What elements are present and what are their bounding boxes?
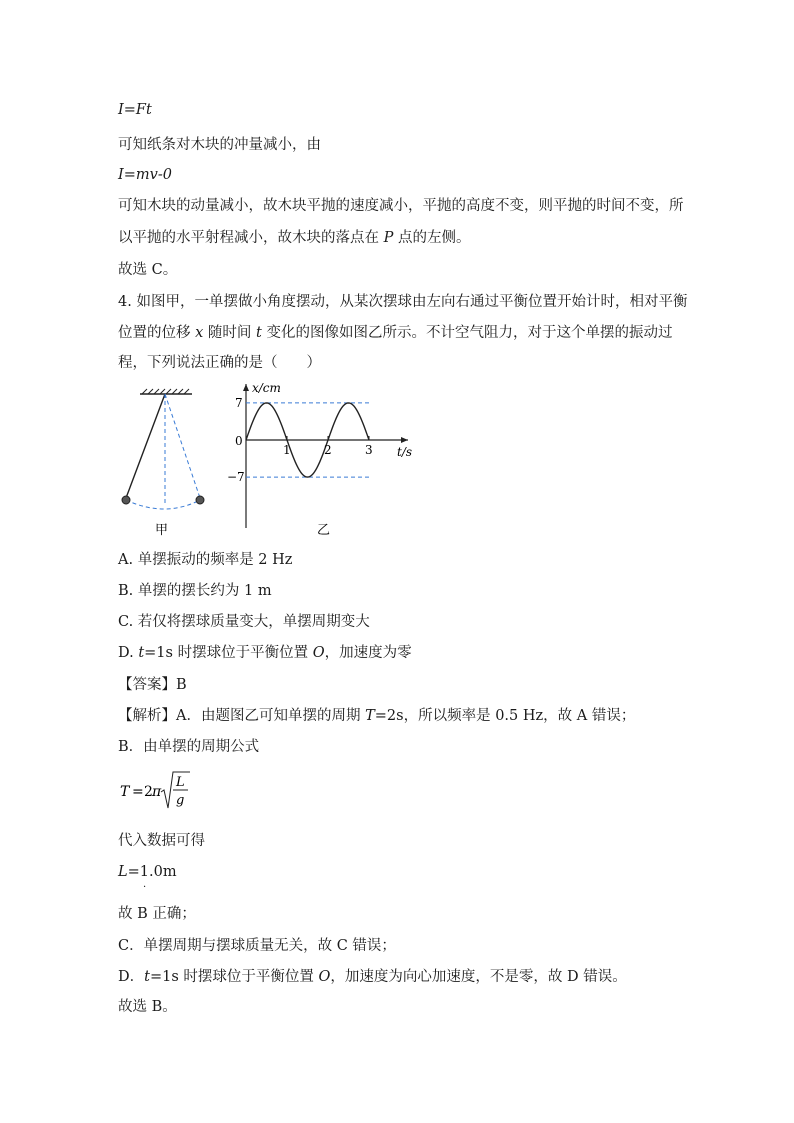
pendulum-bob-left: [122, 496, 130, 504]
var-l: L: [118, 864, 128, 880]
text-span: =1.0m: [127, 864, 177, 880]
analysis-line-8: 故选 B。: [118, 999, 177, 1015]
analysis-line-4: [118, 863, 177, 881]
x-tick-label-1: 1: [283, 443, 291, 457]
option-c: C. 若仅将摆球质量变大，单摆周期变大: [118, 614, 370, 630]
swing-arc: [126, 500, 200, 509]
text-line: 可知木块的动量减小，故木块平抛的速度减小，平抛的高度不变，则平抛的时间不变，所: [118, 198, 684, 214]
analysis-line-1: [118, 707, 635, 725]
text-span: =1s 时摆球位于平衡位置: [149, 969, 319, 985]
x-tick-label-2: 2: [324, 443, 332, 457]
text-span: D.: [118, 645, 139, 661]
text-span: 点的左侧。: [393, 230, 471, 246]
formula-equals: =: [132, 784, 144, 800]
option-d: [118, 644, 412, 662]
y-axis-label: x/cm: [252, 381, 281, 395]
answer-line: 【答案】B: [118, 677, 187, 693]
var-t: t: [144, 969, 150, 985]
text-span: =2s，所以频率是 0.5 Hz，故 A 错误；: [374, 708, 636, 724]
text-span: 【解析】A．由题图乙可知单摆的周期: [118, 708, 366, 724]
var-t-period: T: [365, 708, 375, 724]
analysis-line-5: 故 B 正确；: [118, 906, 196, 922]
analysis-line-6: C．单摆周期与摆球质量无关，故 C 错误；: [118, 938, 396, 954]
var-o: O: [312, 645, 325, 661]
formula-text: I=Ft: [118, 102, 152, 118]
analysis-line-7: [118, 968, 627, 986]
formula-pi: π: [152, 784, 162, 800]
text-line: 故选 C。: [118, 262, 178, 278]
var-o: O: [318, 969, 331, 985]
text-span: D．: [118, 969, 145, 985]
analysis-line-2: B．由单摆的周期公式: [118, 739, 260, 755]
pendulum-diagram: [122, 389, 204, 538]
text-line-impulse-formula: [118, 101, 152, 119]
question-4-stem-line-3: 程，下列说法正确的是（ ）: [118, 355, 321, 371]
axis-ticks: [287, 436, 369, 440]
text-span: 变化的图像如图乙所示。不计空气阻力，对于这个单摆的振动过: [261, 325, 673, 341]
t-axis-arrow: [401, 437, 408, 443]
x-tick-label-3: 3: [365, 443, 373, 457]
formula-text: I=mv-0: [118, 167, 172, 183]
text-line: [118, 229, 470, 247]
var-t: t: [256, 325, 262, 341]
x-axis-arrow: [243, 384, 249, 391]
text-span: 位置的位移: [118, 325, 196, 341]
option-b: B. 单摆的摆长约为 1 m: [118, 583, 272, 599]
formula-g: g: [176, 793, 185, 808]
pendulum-bob-right: [196, 496, 204, 504]
var-x: x: [195, 325, 204, 341]
pendulum-string: [126, 394, 165, 498]
text-span: 随时间: [203, 325, 257, 341]
option-a: A. 单摆振动的频率是 2 Hz: [118, 552, 293, 568]
period-formula: [118, 768, 198, 816]
question-4-stem-line-1: 4. 如图甲，一单摆做小角度摆动，从某次摆球由左向右通过平衡位置开始计时，相对平衡: [118, 294, 688, 310]
text-span: 以平抛的水平射程减小，故木块的落点在: [118, 230, 384, 246]
text-line-momentum-formula: [118, 166, 172, 184]
y-tick-label-neg7: −7: [227, 470, 245, 485]
formula-L: L: [176, 775, 185, 790]
stray-dot: ·: [143, 882, 147, 893]
text-line: 可知纸条对木块的冲量减小，由: [118, 137, 321, 153]
point-p: P: [383, 230, 394, 246]
x-axis-label: t/s: [397, 445, 413, 459]
origin-label: 0: [235, 434, 243, 448]
analysis-line-3: 代入数据可得: [118, 833, 205, 849]
var-t: t: [138, 645, 145, 661]
label-yi: 乙: [317, 523, 331, 538]
formula-two: 2: [144, 784, 153, 800]
text-span: ，加速度为向心加速度，不是零，故 D 错误。: [330, 969, 627, 985]
text-span: ，加速度为零: [324, 645, 412, 661]
xt-graph: [227, 381, 412, 538]
formula-T: T: [120, 784, 130, 800]
pendulum-figure: [112, 378, 422, 540]
label-jia: 甲: [155, 523, 169, 538]
y-tick-label-7: 7: [235, 395, 243, 410]
question-4-stem-line-2: [118, 324, 672, 342]
right-extreme-line: [165, 394, 200, 498]
text-span: =1s 时摆球位于平衡位置: [144, 645, 313, 661]
